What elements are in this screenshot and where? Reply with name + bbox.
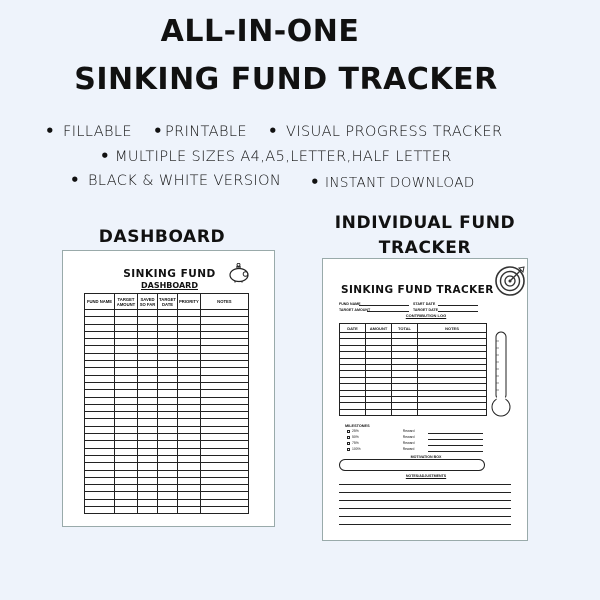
table-cell: [158, 507, 178, 514]
table-cell: [85, 492, 115, 499]
table-cell: [200, 317, 248, 324]
bullet-icon: •: [100, 147, 110, 165]
milestone-reward: Reward: [402, 429, 415, 433]
table-cell: [200, 404, 248, 411]
table-cell: [178, 397, 201, 404]
table-cell: [138, 455, 158, 462]
dashboard-sheet-subtitle: DASHBOARD: [141, 281, 198, 290]
table-row: [85, 499, 249, 506]
table-cell: [200, 368, 248, 375]
column-header: PRIORITY: [178, 294, 201, 310]
individual-tracker-preview: [322, 258, 528, 541]
table-cell: [178, 368, 201, 375]
table-cell: [85, 324, 115, 331]
table-row: [85, 375, 249, 382]
table-cell: [178, 492, 201, 499]
start-date-line: [438, 305, 478, 306]
table-cell: [158, 375, 178, 382]
column-header: AMOUNT: [366, 324, 392, 333]
table-cell: [200, 434, 248, 441]
table-cell: [85, 441, 115, 448]
table-cell: [200, 390, 248, 397]
feature-printable: [153, 122, 247, 140]
table-cell: [115, 375, 138, 382]
feature-text: BLACK & WHITE VERSION: [88, 173, 282, 189]
table-cell: [85, 426, 115, 433]
milestone-pct: 75%: [352, 441, 359, 445]
feature-text: VISUAL PROGRESS TRACKER: [286, 124, 503, 140]
table-cell: [178, 404, 201, 411]
table-cell: [178, 499, 201, 506]
start-date-label: START DATE: [413, 302, 436, 306]
table-row: [85, 492, 249, 499]
milestone-row: [347, 441, 414, 445]
table-cell: [200, 470, 248, 477]
table-cell: [115, 426, 138, 433]
table-cell: [200, 346, 248, 353]
checkbox-icon: [347, 430, 350, 433]
table-cell: [85, 375, 115, 382]
table-cell: [115, 382, 138, 389]
table-cell: [200, 448, 248, 455]
column-header: TARGET DATE: [158, 294, 178, 310]
table-cell: [178, 455, 201, 462]
column-header: SAVED SO FAR: [138, 294, 158, 310]
table-cell: [85, 455, 115, 462]
table-cell: [138, 412, 158, 419]
note-line: [339, 516, 511, 517]
dashboard-label: DASHBOARD: [98, 227, 226, 247]
table-cell: [200, 412, 248, 419]
table-cell: [158, 368, 178, 375]
table-cell: [138, 485, 158, 492]
table-cell: [158, 324, 178, 331]
bullet-icon: •: [70, 171, 80, 189]
table-row: [85, 441, 249, 448]
table-cell: [85, 463, 115, 470]
table-cell: [115, 412, 138, 419]
table-cell: [200, 507, 248, 514]
feature-text: FILLABLE: [63, 124, 132, 140]
table-cell: [138, 434, 158, 441]
milestone-pct: 50%: [352, 435, 359, 439]
table-cell: [158, 448, 178, 455]
checkbox-icon: [347, 448, 350, 451]
contribution-table-header: [340, 324, 487, 333]
table-cell: [115, 441, 138, 448]
table-row: [85, 324, 249, 331]
table-cell: [158, 470, 178, 477]
table-cell: [178, 361, 201, 368]
table-row: [85, 404, 249, 411]
table-row: [85, 368, 249, 375]
table-cell: [178, 485, 201, 492]
dashboard-table-header: [85, 294, 249, 310]
table-cell: [158, 426, 178, 433]
table-cell: [138, 382, 158, 389]
table-row: [85, 361, 249, 368]
fund-name-label: FUND NAME: [339, 302, 361, 306]
table-row: [85, 353, 249, 360]
table-cell: [158, 390, 178, 397]
table-cell: [85, 310, 115, 317]
table-row: [85, 507, 249, 514]
column-header: TOTAL: [392, 324, 418, 333]
note-line: [339, 484, 511, 485]
milestones-label: MILESTONES: [345, 424, 370, 428]
note-line: [339, 492, 511, 493]
table-cell: [138, 463, 158, 470]
table-cell: [138, 317, 158, 324]
table-cell: [138, 477, 158, 484]
milestone-reward: Reward: [402, 441, 415, 445]
feature-text: PRINTABLE: [165, 124, 247, 140]
motivation-label: MOTIVATION BOX: [410, 455, 442, 459]
note-line: [339, 500, 511, 501]
table-cell: [200, 375, 248, 382]
table-row: [85, 463, 249, 470]
table-cell: [115, 346, 138, 353]
table-cell: [138, 404, 158, 411]
table-cell: [178, 463, 201, 470]
fund-name-line: [359, 305, 409, 306]
milestone-row: [347, 435, 414, 439]
table-cell: [115, 404, 138, 411]
table-cell: [200, 463, 248, 470]
table-cell: [158, 463, 178, 470]
table-cell: [138, 426, 158, 433]
bullet-icon: •: [153, 122, 163, 140]
table-row: [85, 397, 249, 404]
dashboard-preview: [62, 250, 275, 527]
table-cell: [115, 353, 138, 360]
table-cell: [158, 434, 178, 441]
table-cell: [138, 339, 158, 346]
table-cell: [85, 361, 115, 368]
table-cell: [115, 310, 138, 317]
table-cell: [115, 324, 138, 331]
table-cell: [158, 419, 178, 426]
milestone-reward: Reward: [402, 435, 415, 439]
table-row: [85, 346, 249, 353]
table-cell: [178, 507, 201, 514]
table-cell: [115, 390, 138, 397]
table-cell: [85, 499, 115, 506]
table-cell: [138, 441, 158, 448]
table-cell: [85, 397, 115, 404]
table-row: [85, 448, 249, 455]
milestone-reward: Reward: [402, 447, 415, 451]
table-row: [85, 426, 249, 433]
table-cell: [158, 331, 178, 338]
headline-line1: ALL-IN-ONE: [160, 14, 360, 49]
table-cell: [85, 390, 115, 397]
table-row: [85, 382, 249, 389]
table-cell: [200, 441, 248, 448]
table-cell: [158, 492, 178, 499]
bullet-icon: •: [268, 122, 278, 140]
table-cell: [178, 426, 201, 433]
table-cell: [115, 499, 138, 506]
table-cell: [200, 382, 248, 389]
table-cell: [200, 361, 248, 368]
table-cell: [85, 412, 115, 419]
reward-line: [428, 445, 483, 446]
table-cell: [418, 409, 487, 415]
table-cell: [85, 419, 115, 426]
table-cell: [138, 324, 158, 331]
table-cell: [85, 485, 115, 492]
table-cell: [115, 434, 138, 441]
table-cell: [178, 477, 201, 484]
table-cell: [158, 441, 178, 448]
table-cell: [200, 485, 248, 492]
reward-line: [428, 451, 483, 452]
table-cell: [138, 448, 158, 455]
table-cell: [138, 419, 158, 426]
table-cell: [85, 470, 115, 477]
table-cell: [85, 346, 115, 353]
table-cell: [366, 409, 392, 415]
column-header: NOTES: [200, 294, 248, 310]
table-cell: [115, 507, 138, 514]
table-cell: [200, 455, 248, 462]
table-cell: [158, 317, 178, 324]
table-cell: [178, 346, 201, 353]
table-cell: [85, 382, 115, 389]
table-row: [85, 434, 249, 441]
table-cell: [138, 492, 158, 499]
notes-label: NOTES/ADJUSTMENTS: [405, 474, 447, 478]
table-row: [85, 419, 249, 426]
table-row: [85, 310, 249, 317]
feature-sizes: [100, 147, 452, 165]
table-cell: [200, 477, 248, 484]
table-cell: [115, 339, 138, 346]
table-cell: [158, 485, 178, 492]
table-cell: [85, 368, 115, 375]
table-row: [85, 339, 249, 346]
table-cell: [85, 353, 115, 360]
table-cell: [178, 331, 201, 338]
reward-line: [428, 433, 483, 434]
table-cell: [158, 397, 178, 404]
table-row: [85, 390, 249, 397]
table-cell: [178, 382, 201, 389]
table-cell: [340, 409, 366, 415]
table-cell: [178, 375, 201, 382]
table-cell: [158, 361, 178, 368]
target-amount-label: TARGET AMOUNT: [339, 308, 371, 312]
table-cell: [115, 463, 138, 470]
bullet-icon: •: [310, 173, 320, 191]
table-row: [85, 470, 249, 477]
table-cell: [115, 361, 138, 368]
table-cell: [178, 310, 201, 317]
table-cell: [200, 331, 248, 338]
table-cell: [115, 419, 138, 426]
column-header: NOTES: [418, 324, 487, 333]
feature-bw: [70, 171, 281, 189]
table-cell: [115, 397, 138, 404]
table-cell: [85, 434, 115, 441]
table-cell: [138, 310, 158, 317]
tracker-sheet-title: SINKING FUND TRACKER: [341, 284, 494, 296]
target-icon: [493, 264, 527, 298]
table-cell: [158, 353, 178, 360]
table-cell: [392, 409, 418, 415]
table-cell: [200, 339, 248, 346]
table-cell: [200, 353, 248, 360]
table-cell: [200, 324, 248, 331]
target-date-label: TARGET DATE: [413, 308, 439, 312]
table-cell: [138, 499, 158, 506]
table-cell: [138, 361, 158, 368]
table-row: [85, 455, 249, 462]
table-cell: [158, 346, 178, 353]
milestone-row: [347, 429, 414, 433]
table-cell: [158, 499, 178, 506]
headline-line2: SINKING FUND TRACKER: [74, 62, 498, 97]
table-cell: [178, 353, 201, 360]
individual-label-line2: TRACKER: [378, 238, 472, 258]
reward-line: [428, 439, 483, 440]
table-cell: [178, 317, 201, 324]
target-amount-line: [367, 311, 409, 312]
table-cell: [138, 390, 158, 397]
table-cell: [115, 368, 138, 375]
table-cell: [200, 419, 248, 426]
table-row: [85, 412, 249, 419]
table-cell: [115, 485, 138, 492]
table-cell: [158, 310, 178, 317]
table-cell: [115, 477, 138, 484]
table-cell: [200, 397, 248, 404]
table-cell: [138, 346, 158, 353]
table-cell: [158, 455, 178, 462]
table-cell: [115, 317, 138, 324]
table-cell: [85, 448, 115, 455]
table-cell: [158, 412, 178, 419]
table-cell: [85, 339, 115, 346]
table-cell: [178, 441, 201, 448]
table-cell: [138, 368, 158, 375]
table-cell: [138, 375, 158, 382]
target-date-line: [438, 311, 478, 312]
table-cell: [115, 331, 138, 338]
table-cell: [138, 331, 158, 338]
table-cell: [85, 404, 115, 411]
piggy-bank-icon: [226, 263, 252, 283]
table-cell: [138, 353, 158, 360]
table-cell: [158, 477, 178, 484]
table-cell: [85, 317, 115, 324]
table-cell: [178, 448, 201, 455]
checkbox-icon: [347, 436, 350, 439]
table-cell: [200, 426, 248, 433]
table-cell: [158, 404, 178, 411]
feature-text: INSTANT DOWNLOAD: [325, 175, 475, 191]
feature-instant: [310, 173, 475, 191]
table-cell: [178, 339, 201, 346]
table-cell: [115, 492, 138, 499]
table-cell: [158, 339, 178, 346]
table-row: [85, 331, 249, 338]
table-cell: [178, 390, 201, 397]
table-cell: [115, 470, 138, 477]
checkbox-icon: [347, 442, 350, 445]
note-line: [339, 524, 511, 525]
table-cell: [85, 507, 115, 514]
table-cell: [200, 499, 248, 506]
table-row: [85, 317, 249, 324]
table-cell: [85, 477, 115, 484]
contribution-table: [339, 323, 487, 416]
table-cell: [200, 492, 248, 499]
column-header: DATE: [340, 324, 366, 333]
table-cell: [178, 419, 201, 426]
column-header: FUND NAME: [85, 294, 115, 310]
feature-visual-tracker: [268, 122, 502, 140]
feature-text: MULTIPLE SIZES A4,A5,LETTER,HALF LETTER: [115, 149, 452, 165]
milestone-row: [347, 447, 414, 451]
table-row: [85, 477, 249, 484]
table-cell: [115, 448, 138, 455]
feature-fillable: [45, 122, 132, 140]
table-cell: [158, 382, 178, 389]
milestone-pct: 25%: [352, 429, 359, 433]
table-cell: [138, 470, 158, 477]
table-row: [340, 409, 487, 415]
thermometer-progress-icon: [489, 331, 513, 417]
table-cell: [85, 331, 115, 338]
dashboard-sheet-title: SINKING FUND: [123, 268, 216, 280]
table-row: [85, 485, 249, 492]
table-cell: [138, 397, 158, 404]
dashboard-table: [84, 293, 249, 514]
table-cell: [178, 434, 201, 441]
column-header: TARGET AMOUNT: [115, 294, 138, 310]
milestone-pct: 100%: [352, 447, 361, 451]
motivation-box: [339, 459, 485, 471]
individual-label-line1: INDIVIDUAL FUND: [334, 213, 516, 233]
table-cell: [138, 507, 158, 514]
table-cell: [178, 324, 201, 331]
bullet-icon: •: [45, 122, 55, 140]
note-line: [339, 508, 511, 509]
table-cell: [200, 310, 248, 317]
table-cell: [178, 470, 201, 477]
table-cell: [178, 412, 201, 419]
contribution-log-label: CONTRIBUTION LOG: [405, 313, 447, 318]
table-cell: [115, 455, 138, 462]
